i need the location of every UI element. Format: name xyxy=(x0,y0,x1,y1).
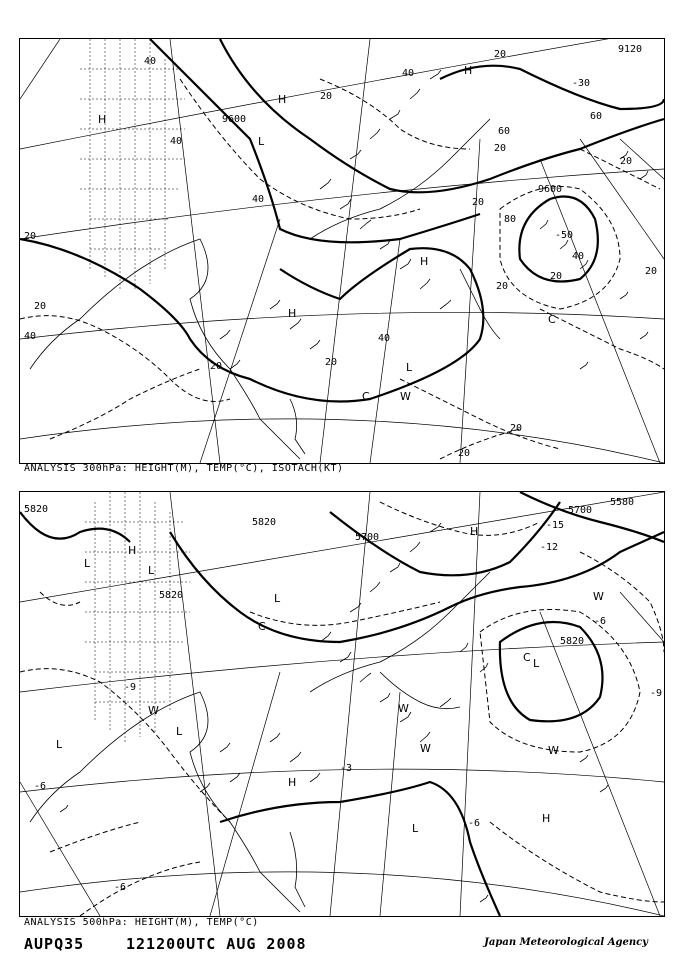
pressure-symbol: W xyxy=(148,704,159,717)
wind-barbs xyxy=(220,70,648,369)
map-500hpa xyxy=(19,491,665,917)
agency-name: Japan Meteorological Agency xyxy=(484,937,648,948)
isotach-label: 40 xyxy=(378,333,391,344)
isotach-label: 40 xyxy=(144,56,157,67)
pressure-symbol: H xyxy=(542,812,551,825)
pressure-symbol: C xyxy=(548,313,556,326)
isotach-label: 40 xyxy=(402,68,415,79)
pressure-symbol: C xyxy=(258,620,266,633)
height-label: 5700 xyxy=(355,532,380,543)
graticule xyxy=(20,39,664,463)
height-contours xyxy=(20,39,664,402)
pressure-symbol: L xyxy=(274,592,281,605)
isotach-label: 20 xyxy=(550,271,563,282)
isotach-label: 20 xyxy=(510,423,523,434)
temp-label: -6 xyxy=(594,616,607,627)
temp-label: -9 xyxy=(124,682,137,693)
pressure-symbol: W xyxy=(593,590,604,603)
graticule xyxy=(20,492,664,916)
pressure-symbol: L xyxy=(176,725,183,738)
pressure-symbol: W xyxy=(400,390,411,403)
height-label: 5820 xyxy=(159,590,184,601)
temp-label: -6 xyxy=(114,882,127,893)
isotach-label: 60 xyxy=(590,111,603,122)
temp-label: -30 xyxy=(572,78,591,89)
isotach-label: 60 xyxy=(498,126,511,137)
pressure-symbol: H xyxy=(278,93,287,106)
pressure-symbol: L xyxy=(56,738,63,751)
height-label: 5820 xyxy=(252,517,277,528)
height-label: 5580 xyxy=(610,497,635,508)
pressure-symbol: L xyxy=(412,822,419,835)
chart-code: AUPQ35 xyxy=(24,935,85,953)
isotach-label: 20 xyxy=(210,361,223,372)
pressure-symbol: W xyxy=(420,742,431,755)
pressure-symbol: H xyxy=(288,776,297,789)
height-label: 9120 xyxy=(618,44,643,55)
pressure-symbol: L xyxy=(148,564,155,577)
pressure-symbol: H xyxy=(470,525,479,538)
pressure-symbol: H xyxy=(464,64,473,77)
chart-datetime: 121200UTC AUG 2008 xyxy=(126,935,307,953)
temp-label: -6 xyxy=(468,818,481,829)
isotach-label: 20 xyxy=(645,266,658,277)
pressure-symbol: W xyxy=(398,702,409,715)
height-label: 5820 xyxy=(24,504,49,515)
isotach-label: 20 xyxy=(325,357,338,368)
temp-label: -12 xyxy=(540,542,559,553)
temp-label: -6 xyxy=(34,781,47,792)
pressure-symbol: W xyxy=(548,744,559,757)
caption-300hpa: ANALYSIS 300hPa: HEIGHT(M), TEMP(°C), ISOTACH(KT) xyxy=(24,463,344,474)
height-contours xyxy=(20,492,664,916)
isotach-label: 20 xyxy=(494,49,507,60)
pressure-symbol: H xyxy=(288,307,297,320)
pressure-symbol: C xyxy=(523,651,531,664)
isotach-label: 40 xyxy=(170,136,183,147)
wind-barbs xyxy=(60,523,608,902)
map-300hpa xyxy=(19,38,665,464)
height-label: 5700 xyxy=(568,505,593,516)
height-label: 9600 xyxy=(538,184,563,195)
isotach-label: 20 xyxy=(320,91,333,102)
isotach-label: 40 xyxy=(252,194,265,205)
temp-label: -15 xyxy=(546,520,565,531)
height-label: 9600 xyxy=(222,114,247,125)
isotach-label: 80 xyxy=(504,214,517,225)
temp-label: -9 xyxy=(650,688,663,699)
coastline xyxy=(30,119,500,459)
isotach-label: 20 xyxy=(620,156,633,167)
pressure-symbol: L xyxy=(406,361,413,374)
isotach-label: 20 xyxy=(472,197,485,208)
height-label: 5820 xyxy=(560,636,585,647)
isotach-label: 20 xyxy=(458,448,471,459)
isotach-label: 40 xyxy=(24,331,37,342)
isotach-label: 40 xyxy=(572,251,585,262)
temp-label: -50 xyxy=(555,230,574,241)
isotach-label: 20 xyxy=(494,143,507,154)
pressure-symbol: H xyxy=(98,113,107,126)
isotach-label: 20 xyxy=(34,301,47,312)
pressure-symbol: H xyxy=(128,544,137,557)
pressure-symbol: L xyxy=(533,657,540,670)
isotach-label: 20 xyxy=(24,231,37,242)
pressure-symbol: C xyxy=(362,390,370,403)
temp-label: -3 xyxy=(340,763,353,774)
map-300hpa-canvas xyxy=(20,39,664,463)
pressure-symbol: L xyxy=(84,557,91,570)
map-500hpa-canvas xyxy=(20,492,664,916)
isotach-label: 20 xyxy=(496,281,509,292)
temp-contours xyxy=(20,502,664,916)
caption-500hpa: ANALYSIS 500hPa: HEIGHT(M), TEMP(°C) xyxy=(24,917,259,928)
pressure-symbol: L xyxy=(258,135,265,148)
pressure-symbol: H xyxy=(420,255,429,268)
